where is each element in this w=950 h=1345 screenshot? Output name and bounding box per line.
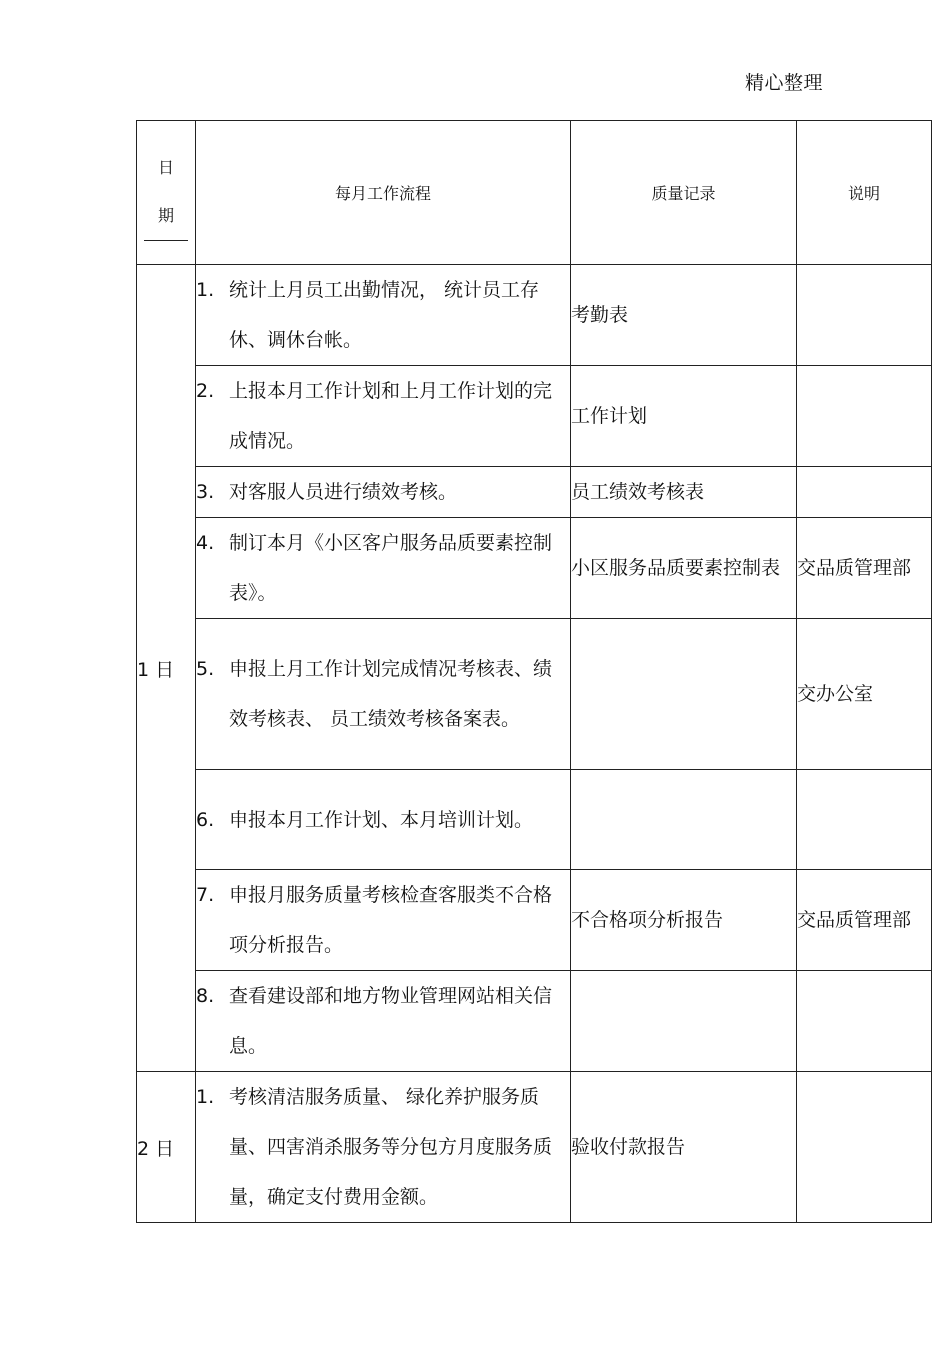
header-note: 精心整理 xyxy=(745,72,824,94)
note-cell: 交品质管理部 xyxy=(797,870,932,971)
task-text: 查看建设部和地方物业管理网站相关信息。 xyxy=(229,985,553,1057)
task-number: 5. xyxy=(196,658,215,680)
task-number: 8. xyxy=(196,985,215,1007)
task-cell xyxy=(196,1072,571,1223)
day-cell: 2 日 xyxy=(137,1072,196,1223)
task-cell xyxy=(196,366,571,467)
table-row xyxy=(137,770,932,870)
note-cell: 交办公室 xyxy=(797,619,932,770)
task-text: 申报月服务质量考核检查客服类不合格项分析报告。 xyxy=(229,884,553,956)
table-row xyxy=(137,870,932,971)
task-number: 7. xyxy=(196,884,215,906)
task-number: 1. xyxy=(196,279,215,301)
task-text: 制订本月《小区客户服务品质要素控制表》。 xyxy=(229,532,553,604)
record-cell xyxy=(571,770,797,870)
workflow-column-header: 每月工作流程 xyxy=(196,121,571,265)
task-cell xyxy=(196,518,571,619)
notes-column-header: 说明 xyxy=(797,121,932,265)
table-row xyxy=(137,971,932,1072)
table-row xyxy=(137,467,932,518)
task-cell xyxy=(196,971,571,1072)
task-text: 申报上月工作计划完成情况考核表、绩效考核表、 员工绩效考核备案表。 xyxy=(229,658,553,730)
task-cell xyxy=(196,770,571,870)
table-header-row xyxy=(137,121,932,265)
task-cell xyxy=(196,870,571,971)
record-cell: 验收付款报告 xyxy=(571,1072,797,1223)
table-row xyxy=(137,619,932,770)
day-cell: 1 日 xyxy=(137,265,196,1072)
task-text: 考核清洁服务质量、 绿化养护服务质量、四害消杀服务等分包方月度服务质量，确定支付费用金额。 xyxy=(229,1086,553,1208)
task-number: 6. xyxy=(196,808,215,831)
task-cell xyxy=(196,467,571,518)
record-cell: 工作计划 xyxy=(571,366,797,467)
task-text: 对客服人员进行绩效考核。 xyxy=(229,481,458,503)
note-cell xyxy=(797,265,932,366)
record-cell: 小区服务品质要素控制表 xyxy=(571,518,797,619)
task-number: 2. xyxy=(196,380,215,402)
date-column-header xyxy=(137,121,196,265)
date-header-line2: 期 xyxy=(157,206,174,225)
record-cell: 考勤表 xyxy=(571,265,797,366)
date-header-line1: 日 xyxy=(157,158,174,177)
task-text: 统计上月员工出勤情况， 统计员工存休、调休台帐。 xyxy=(229,279,540,351)
task-text: 上报本月工作计划和上月工作计划的完成情况。 xyxy=(229,380,553,452)
record-cell: 不合格项分析报告 xyxy=(571,870,797,971)
note-cell xyxy=(797,1072,932,1223)
table-row xyxy=(137,366,932,467)
monthly-workflow-table xyxy=(136,120,932,1223)
task-text: 申报本月工作计划、本月培训计划。 xyxy=(229,808,534,831)
task-number: 3. xyxy=(196,481,215,503)
note-cell xyxy=(797,971,932,1072)
table-row xyxy=(137,265,932,366)
records-column-header: 质量记录 xyxy=(571,121,797,265)
note-cell: 交品质管理部 xyxy=(797,518,932,619)
table-row xyxy=(137,1072,932,1223)
note-cell xyxy=(797,467,932,518)
task-cell xyxy=(196,619,571,770)
task-number: 4. xyxy=(196,532,215,554)
record-cell xyxy=(571,619,797,770)
record-cell: 员工绩效考核表 xyxy=(571,467,797,518)
task-number: 1. xyxy=(196,1086,215,1108)
record-cell xyxy=(571,971,797,1072)
task-cell xyxy=(196,265,571,366)
table-row xyxy=(137,518,932,619)
note-cell xyxy=(797,366,932,467)
date-header-underline xyxy=(144,240,188,241)
note-cell xyxy=(797,770,932,870)
